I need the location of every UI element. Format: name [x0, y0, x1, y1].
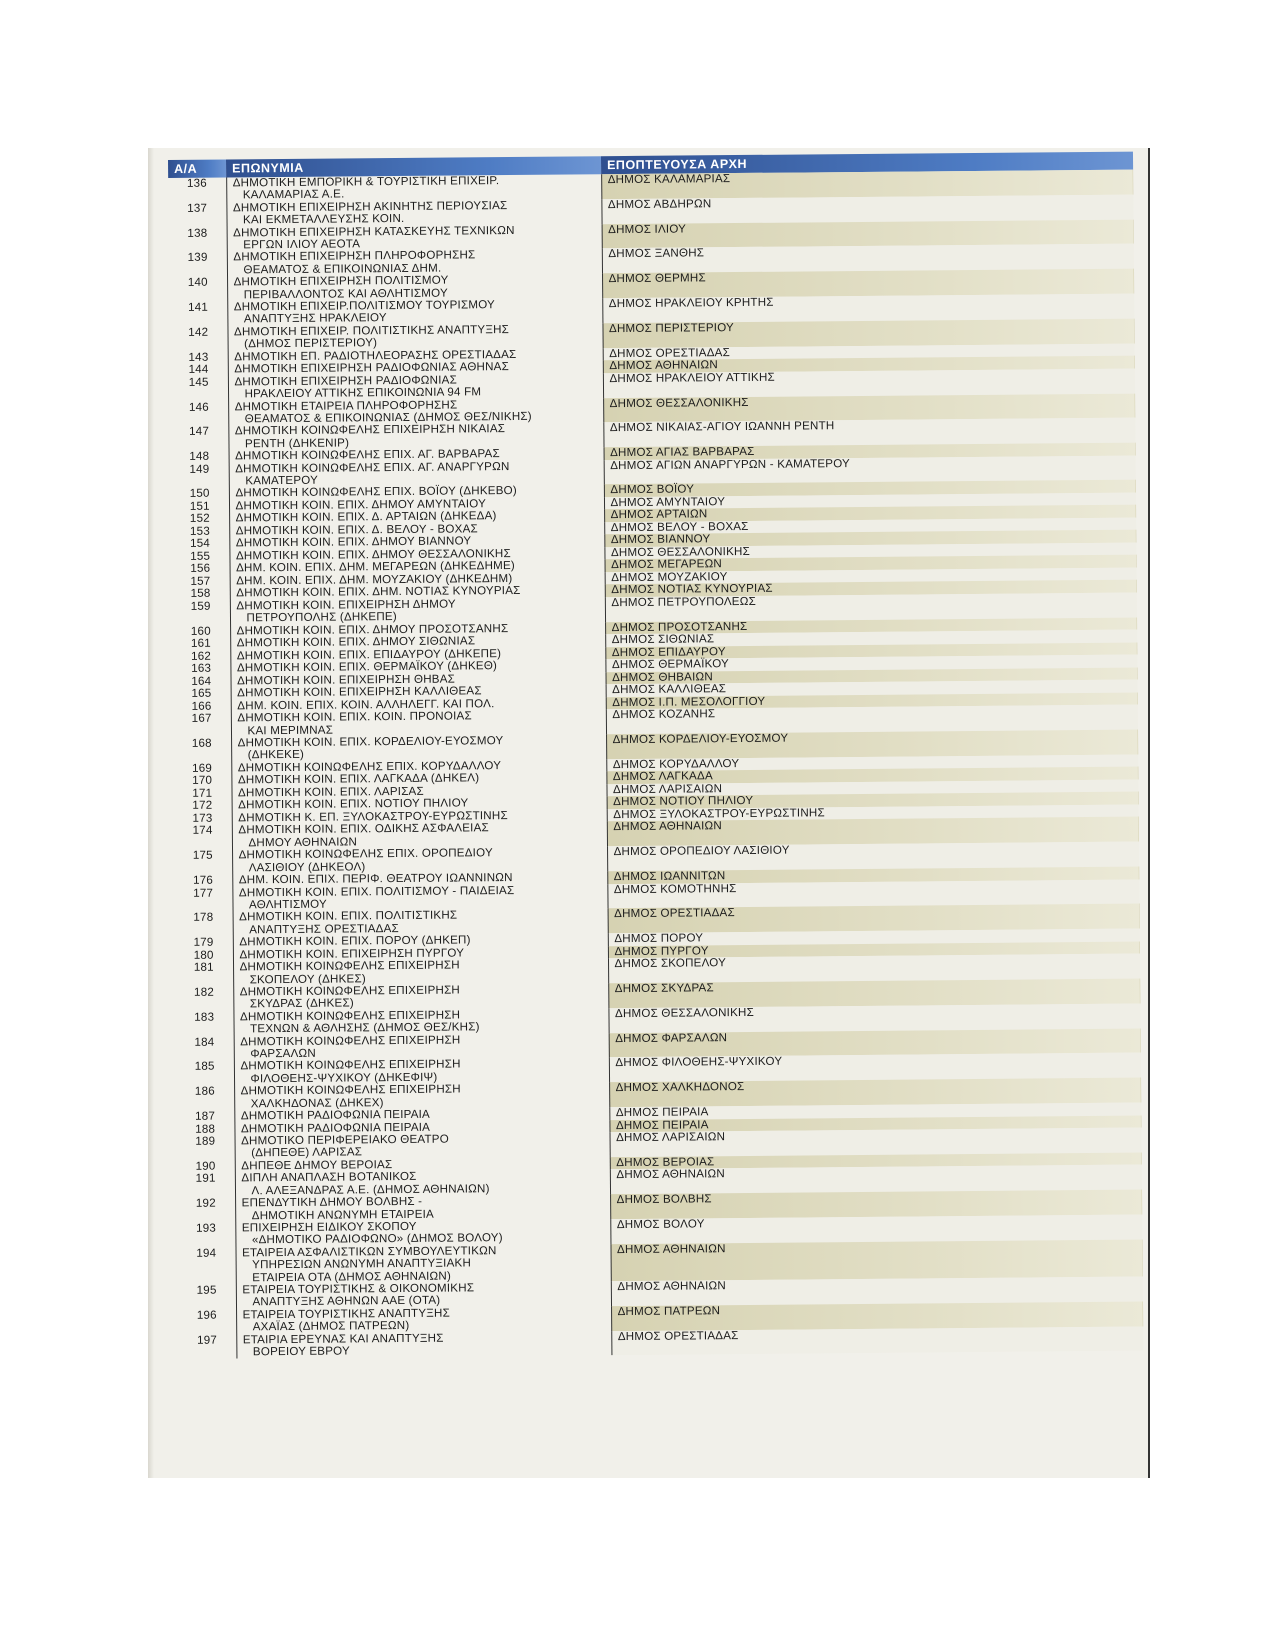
supervising-authority: ΔΗΜΟΣ ΠΕΡΙΣΤΕΡΙΟΥ [602, 318, 1134, 347]
row-number: 176 [192, 873, 214, 887]
entity-name-line: ΔΗΜΟΤΙΚΗ ΕΤΑΙΡΕΙΑ ΠΛΗΡΟΦΟΡΗΣΗΣ [234, 397, 458, 413]
entity-name-line: ΔΗΜΟΤΙΚΟ ΠΕΡΙΦΕΡΕΙΑΚΟ ΘΕΑΤΡΟ [241, 1132, 449, 1148]
entity-name-line: ΔΗΜΟΤΙΚΗ ΚΟΙΝ. ΕΠΙΧ. ΠΟΛΙΤΙΣΜΟΥ - ΠΑΙΔΕΙΑΣ [238, 883, 515, 899]
entity-name-line: ΔΗΜΟΤΙΚΗ ΚΟΙΝΩΦΕΛΗΣ ΕΠΙΧΕΙΡΗΣΗ [239, 983, 461, 999]
entity-name-line: ΔΗΜΟΤΙΚΗ ΑΝΩΝΥΜΗ ΕΤΑΙΡΕΙΑ [251, 1207, 435, 1222]
supervising-authority: ΔΗΜΟΣ ΚΟΖΑΝΗΣ [606, 705, 1138, 734]
row-number: 164 [191, 674, 212, 688]
entity-name-line: ΦΙΛΟΘΕΗΣ-ΨΥΧΙΚΟΥ (ΔΗΚΕΦΙΨ) [250, 1070, 438, 1086]
row-number: 139 [187, 251, 208, 265]
entity-name [229, 460, 604, 488]
row-number: 171 [192, 786, 213, 800]
supervising-authority: ΔΗΜΟΣ ΝΙΚΑΙΑΣ-ΑΓΙΟΥ ΙΩΑΝΝΗ ΡΕΝΤΗ [603, 418, 1135, 447]
entity-name-line: ΔΗΜ. ΚΟΙΝ. ΕΠΙΧ. ΠΕΡΙΦ. ΘΕΑΤΡΟΥ ΙΩΑΝΝΙΝΩΝ [238, 871, 513, 887]
entity-name-line: ΔΗΜΟΤΙΚΗ ΚΟΙΝΩΦΕΛΗΣ ΕΠΙΧΕΙΡΗΣΗ [240, 1082, 461, 1098]
supervising-authority: ΔΗΜΟΣ ΑΘΗΝΑΙΩΝ [611, 1277, 1143, 1306]
supervising-authority: ΔΗΜΟΣ ΑΡΤΑΙΩΝ [604, 505, 1136, 522]
supervising-authority: ΔΗΜΟΣ ΛΑΓΚΑΔΑ [606, 767, 1138, 784]
row-number: 157 [190, 574, 211, 588]
row-number: 151 [189, 499, 210, 513]
row-number: 177 [193, 886, 214, 900]
entity-name [232, 822, 607, 850]
supervising-authority: ΔΗΜΟΣ ΣΚΟΠΕΛΟΥ [608, 954, 1140, 983]
row-number: 197 [197, 1333, 218, 1347]
entity-name [234, 1033, 609, 1061]
entity-name-line: ΥΠΗΡΕΣΙΩΝ ΑΝΩΝΥΜΗ ΑΝΑΠΤΥΞΙΑΚΗ [252, 1256, 472, 1272]
entity-name-line: ΚΑΛΑΜΑΡΙΑΣ Α.Ε. [242, 187, 345, 202]
row-number: 175 [192, 848, 213, 862]
entity-name-line: ΔΗΜΟΤΙΚΗ ΕΠΙΧΕΙΡΗΣΗ ΚΑΤΑΣΚΕΥΗΣ ΤΕΧΝΙΚΩΝ [233, 223, 515, 240]
entity-name-line: ΗΡΑΚΛΕΙΟΥ ΑΤΤΙΚΗΣ ΕΠΙΚΟΙΝΩΝΙΑ 94 FM [244, 385, 482, 401]
row-number: 179 [193, 935, 214, 949]
entity-name-line: ΔΗΜΟΤΙΚΗ ΚΟΙΝΩΦΕΛΗΣ ΕΠΙΧΕΙΡΗΣΗ [239, 1008, 461, 1024]
row-number: 161 [190, 636, 211, 651]
supervising-authority: ΔΗΜΟΣ ΞΑΝΘΗΣ [602, 244, 1134, 273]
entity-name-line: ΣΚΟΠΕΛΟΥ (ΔΗΚΕΣ) [249, 971, 366, 986]
entity-name [228, 423, 603, 451]
row-number: 152 [189, 512, 210, 526]
supervising-authority: ΔΗΜΟΣ ΘΕΡΜΗΣ [602, 269, 1134, 298]
entity-name-line: ΔΗΜΟΤΙΚΗ ΚΟΙΝ. ΕΠΙΧ. ΕΠΙΔΑΥΡΟΥ (ΔΗΚΕΠΕ) [236, 646, 502, 663]
entity-name-line: ΔΗΜΟΤΙΚΗ ΕΠΙΧΕΙΡ. ΠΟΛΙΤΙΣΤΙΚΗΣ ΑΝΑΠΤΥΞΗΣ [233, 322, 510, 339]
entity-name-line: ΧΑΛΚΗΔΟΝΑΣ (ΔΗΚΕΧ) [250, 1095, 384, 1110]
row-number: 173 [192, 811, 213, 825]
entities-table [168, 152, 1143, 1360]
supervising-authority: ΔΗΜΟΣ ΟΡΕΣΤΙΑΔΑΣ [608, 904, 1140, 933]
entity-name-line: ΔΗΜΟΤΙΚΗ ΚΟΙΝ. ΕΠΙΧΕΙΡΗΣΗ ΠΥΡΓΟΥ [239, 946, 465, 962]
entity-name-line: ΔΗΜΟΤΙΚΗ ΚΟΙΝ. ΕΠΙΧ. ΟΔΙΚΗΣ ΑΣΦΑΛΕΙΑΣ [238, 821, 489, 837]
supervising-authority: ΔΗΜΟΣ ΞΥΛΟΚΑΣΤΡΟΥ-ΕΥΡΩΣΤΙΝΗΣ [607, 804, 1139, 821]
row-number: 174 [192, 824, 213, 838]
supervising-authority: ΔΗΜΟΣ ΙΩΑΝΝΙΤΩΝ [607, 867, 1139, 884]
supervising-authority: ΔΗΜΟΣ ΒΕΛΟΥ - ΒΟΧΑΣ [604, 518, 1136, 535]
entity-name-line: ΑΝΑΠΤΥΞΗΣ ΑΘΗΝΩΝ ΑΑΕ (ΟΤΑ) [252, 1294, 441, 1309]
entity-name [233, 983, 608, 1011]
supervising-authority: ΔΗΜΟΣ ΑΓΙΑΣ ΒΑΡΒΑΡΑΣ [604, 443, 1136, 460]
entity-name-line: ΔΗΜΟΤΙΚΗ ΕΠΙΧΕΙΡΗΣΗ ΑΚΙΝΗΤΗΣ ΠΕΡΙΟΥΣΙΑΣ [232, 198, 508, 215]
row-number: 146 [188, 400, 209, 414]
entity-name-line: ΔΗΜΟΤΙΚΗ ΚΟΙΝΩΦΕΛΗΣ ΕΠΙΧΕΙΡΗΣΗ [240, 1057, 461, 1073]
entity-name [227, 224, 602, 252]
supervising-authority: ΔΗΜΟΣ ΠΡΟΣΟΤΣΑΝΗΣ [605, 617, 1137, 634]
row-number: 136 [186, 176, 207, 190]
entity-name-line: ΔΙΠΛΗ ΑΝΑΠΛΑΣΗ ΒΟΤΑΝΙΚΟΣ [241, 1170, 417, 1185]
supervising-authority: ΔΗΜΟΣ ΑΘΗΝΑΙΩΝ [607, 817, 1139, 846]
entity-name-line: (ΔΗΠΕΘΕ) ΛΑΡΙΣΑΣ [251, 1145, 363, 1160]
entity-name-line: ΔΗΜΟΤΙΚΗ ΕΠΙΧΕΙΡ.ΠΟΛΙΤΙΣΜΟΥ ΤΟΥΡΙΣΜΟΥ [233, 298, 496, 314]
entity-name-line: ΔΗΜΟΤΙΚΗ ΚΟΙΝ. ΕΠΙΧ. ΠΟΡΟΥ (ΔΗΚΕΠ) [239, 933, 471, 949]
entity-name [226, 174, 601, 202]
table-body [168, 170, 1143, 1360]
supervising-authority: ΔΗΜΟΣ ΑΘΗΝΑΙΩΝ [610, 1239, 1142, 1281]
entity-name-line: ΔΗΜΟΤΙΚΗ ΚΟΙΝΩΦΕΛΗΣ ΕΠΙΧ. ΒΟΪΟΥ (ΔΗΚΕΒΟ) [235, 484, 517, 500]
entity-name-line: ΑΘΛΗΤΙΣΜΟΥ [248, 897, 327, 912]
entity-name-line: ΔΗΜΟΤΙΚΗ ΚΟΙΝ. ΕΠΙΧ. Δ. ΒΕΛΟΥ - ΒΟΧΑΣ [235, 522, 478, 538]
row-number: 187 [195, 1109, 216, 1123]
entity-name-line: ΔΗΜΟΤΙΚΗ ΚΟΙΝΩΦΕΛΗΣ ΕΠΙΧ. ΚΟΡΥΔΑΛΛΟΥ [237, 758, 502, 775]
supervising-authority: ΔΗΜΟΣ ΚΑΛΛΙΘΕΑΣ [606, 680, 1138, 697]
row-number: 186 [194, 1084, 215, 1098]
entity-name-line: ΘΕΑΜΑΤΟΣ & ΕΠΙΚΟΙΝΩΝΙΑΣ (ΔΗΜΟΣ ΘΕΣ/ΝΙΚΗΣ) [244, 409, 532, 426]
entity-name-line: ΔΗΜΟΤΙΚΗ ΡΑΔΙΟΦΩΝΙΑ ΠΕΙΡΑΙΑ [240, 1120, 431, 1135]
row-number: 163 [191, 661, 212, 676]
entity-name-line: ΕΤΑΙΡΕΙΑ ΤΟΥΡΙΣΤΙΚΗΣ & ΟΙΚΟΝΟΜΙΚΗΣ [242, 1281, 475, 1297]
entity-name-line: ΛΑΣΙΘΙΟΥ (ΔΗΚΕΟΛ) [248, 859, 366, 874]
entity-name-line: ΕΤΑΙΡΕΙΑ ΟΤΑ (ΔΗΜΟΣ ΑΘΗΝΑΙΩΝ) [252, 1269, 452, 1284]
supervising-authority: ΔΗΜΟΣ ΠΟΡΟΥ [608, 929, 1140, 946]
entity-name-line: ΔΗΜΟΤΙΚΗ Κ. ΕΠ. ΞΥΛΟΚΑΣΤΡΟΥ-ΕΥΡΩΣΤΙΝΗΣ [238, 808, 508, 825]
entity-name-line: ΔΗΜΟΤΙΚΗ ΕΠ. ΡΑΔΙΟΤΗΛΕΟΡΑΣΗΣ ΟΡΕΣΤΙΑΔΑΣ [234, 347, 517, 364]
entity-name-line: ΔΗΜ. ΚΟΙΝ. ΕΠΙΧ. ΚΟΙΝ. ΑΛΛΗΛΕΓΓ. ΚΑΙ ΠΟΛ. [237, 696, 495, 713]
entity-name [227, 273, 602, 301]
row-number: 162 [191, 649, 212, 663]
entity-name [233, 1008, 608, 1036]
supervising-authority: ΔΗΜΟΣ ΣΚΥΔΡΑΣ [608, 978, 1140, 1007]
entity-name-line: ΔΗΜΟΤΙΚΗ ΚΟΙΝΩΦΕΛΗΣ ΕΠΙΧΕΙΡΗΣΗ [240, 1033, 461, 1048]
entity-name [226, 199, 601, 227]
entity-name-line: ΔΗΜΟΥ ΑΘΗΝΑΙΩΝ [248, 835, 358, 850]
supervising-authority: ΔΗΜΟΣ ΒΟΛΒΗΣ [610, 1190, 1142, 1219]
row-number: 154 [190, 537, 211, 551]
supervising-authority: ΔΗΜΟΣ ΠΕΙΡΑΙΑ [609, 1103, 1141, 1120]
entity-name [234, 1082, 609, 1110]
supervising-authority: ΔΗΜΟΣ ΟΡΟΠΕΔΙΟΥ ΛΑΣΙΘΙΟΥ [607, 842, 1139, 871]
entity-name-line: ΣΚΥΔΡΑΣ (ΔΗΚΕΣ) [249, 996, 354, 1011]
header-name: ΕΠΩΝΥΜΙΑ [226, 156, 601, 177]
entity-name-line: ΔΗΜΟΤΙΚΗ ΕΠΙΧΕΙΡΗΣΗ ΡΑΔΙΟΦΩΝΙΑΣ [234, 373, 458, 389]
page-edge-shadow [148, 148, 154, 1478]
row-number: 178 [193, 910, 214, 925]
row-number: 170 [192, 774, 213, 788]
entity-name-line: ΕΠΕΝΔΥΤΙΚΗ ΔΗΜΟΥ ΒΟΛΒΗΣ - [241, 1194, 423, 1210]
entity-name-line: ΔΗΜ. ΚΟΙΝ. ΕΠΙΧ. ΔΗΜ. ΜΟΥΖΑΚΙΟΥ (ΔΗΚΕΔΗΜ) [236, 571, 513, 588]
supervising-authority: ΔΗΜΟΣ ΛΑΡΙΣΑΙΩΝ [606, 779, 1138, 796]
entity-name-line: ΔΗΜΟΤΙΚΗ ΚΟΙΝ. ΕΠΙΧ. ΔΗΜΟΥ ΣΙΘΩΝΙΑΣ [236, 634, 476, 650]
row-number: 138 [187, 226, 208, 240]
entity-name [228, 398, 603, 426]
supervising-authority: ΔΗΜΟΣ ΘΗΒΑΙΩΝ [605, 667, 1137, 684]
entity-name-line: ΔΗΜΟΤΙΚΗ ΚΟΙΝ. ΕΠΙΧ. ΚΟΡΔΕΛΙΟΥ-ΕΥΟΣΜΟΥ [237, 734, 504, 750]
entity-name-line: ΔΗΜΟΤΙΚΗ ΚΟΙΝ. ΕΠΙΧ. ΛΑΡΙΣΑΣ [237, 784, 424, 800]
entity-name-line: ΔΗΜΟΤΙΚΗ ΚΟΙΝΩΦΕΛΗΣ ΕΠΙΧΕΙΡΗΣΗ ΝΙΚΑΙΑΣ [234, 422, 506, 438]
row-number: 137 [187, 201, 208, 215]
supervising-authority: ΔΗΜΟΣ ΠΑΤΡΕΩΝ [611, 1301, 1143, 1330]
row-number: 149 [189, 462, 210, 476]
entity-name-line: ΔΗΜΟΤΙΚΗ ΚΟΙΝΩΦΕΛΗΣ ΕΠΙΧ. ΟΡΟΠΕΔΙΟΥ [238, 846, 493, 862]
supervising-authority: ΔΗΜΟΣ ΒΙΑΝΝΟΥ [604, 530, 1136, 547]
entity-name [230, 597, 605, 625]
supervising-authority: ΔΗΜΟΣ ΛΑΡΙΣΑΙΩΝ [610, 1128, 1142, 1157]
entity-name-line: ΚΑΜΑΤΕΡΟΥ [245, 473, 319, 488]
entity-name [231, 709, 606, 737]
supervising-authority: ΔΗΜΟΣ ΚΟΡΥΔΑΛΛΟΥ [606, 754, 1138, 771]
entity-name-line: ΔΗΜΟΤΙΚΗ ΚΟΙΝΩΦΕΛΗΣ ΕΠΙΧ. ΑΓ. ΑΝΑΡΓΥΡΩΝ [235, 459, 510, 476]
row-number: 143 [188, 350, 209, 364]
entity-name-line: ΔΗΜΟΤΙΚΗ ΚΟΙΝ. ΕΠΙΧ. ΔΗΜΟΥ ΘΕΣΣΑΛΟΝΙΚΗΣ [235, 546, 511, 563]
row-number: 145 [188, 375, 209, 389]
row-number: 141 [187, 300, 209, 314]
entity-name [228, 373, 603, 401]
row-number: 142 [188, 325, 209, 339]
entity-name-line: ΦΑΡΣΑΛΩΝ [250, 1046, 317, 1061]
supervising-authority: ΔΗΜΟΣ ΟΡΕΣΤΙΑΔΑΣ [611, 1326, 1143, 1355]
row-number: 185 [194, 1060, 215, 1074]
supervising-authority: ΔΗΜΟΣ ΜΟΥΖΑΚΙΟΥ [605, 568, 1137, 585]
entity-name-line: ΚΑΙ ΜΕΡΙΜΝΑΣ [247, 723, 334, 737]
row-number: 167 [191, 711, 212, 726]
row-number: 159 [190, 599, 211, 613]
entity-name-line: ΕΠΙΧΕΙΡΗΣΗ ΕΙΔΙΚΟΥ ΣΚΟΠΟΥ [241, 1219, 417, 1235]
entity-name-line: (ΔΗΜΟΣ ΠΕΡΙΣΤΕΡΙΟΥ) [244, 336, 378, 351]
row-number: 150 [189, 487, 210, 501]
entity-name [235, 1194, 610, 1222]
supervising-authority: ΔΗΜΟΣ ΧΑΛΚΗΔΟΝΟΣ [609, 1078, 1141, 1107]
entity-name [234, 1058, 609, 1086]
entity-name-line: ΔΗΜΟΤΙΚΗ ΕΠΙΧΕΙΡΗΣΗ ΠΟΛΙΤΙΣΜΟΥ [233, 273, 449, 289]
row-number: 184 [194, 1035, 215, 1049]
entity-name [236, 1306, 611, 1334]
row-number: 192 [195, 1196, 216, 1210]
entity-name [233, 909, 608, 937]
entity-name-line: ΔΗΜΟΤΙΚΗ ΚΟΙΝ. ΕΠΙΧ. ΔΗΜΟΥ ΒΙΑΝΝΟΥ [235, 534, 472, 550]
row-number: 169 [192, 761, 213, 775]
entity-name-line: ΔΗΜΟΤΙΚΗ ΚΟΙΝ. ΕΠΙΧ. ΝΟΤΙΟΥ ΠΗΛΙΟΥ [238, 796, 469, 812]
entity-name-line: ΑΝΑΠΤΥΞΗΣ ΟΡΕΣΤΙΑΔΑΣ [249, 921, 399, 937]
entity-name-line: ΔΗΜΟΤΙΚΗ ΚΟΙΝ. ΕΠΙΧ. ΔΗΜΟΥ ΠΡΟΣΟΤΣΑΝΗΣ [236, 621, 509, 638]
supervising-authority: ΔΗΜΟΣ ΘΕΡΜΑΪΚΟΥ [605, 655, 1137, 672]
entity-name [235, 1244, 610, 1284]
entity-name-line: ΔΗΜΟΤΙΚΗ ΚΟΙΝ. ΕΠΙΧ. ΠΟΛΙΤΙΣΤΙΚΗΣ [239, 908, 458, 924]
entity-name-line: ΔΗΜΟΤΙΚΗ ΡΑΔΙΟΦΩΝΙΑ ΠΕΙΡΑΙΑ [240, 1107, 431, 1123]
entity-name-line: ΠΕΡΙΒΑΛΛΟΝΤΟΣ ΚΑΙ ΑΘΛΗΤΙΣΜΟΥ [243, 286, 448, 302]
row-number: 160 [190, 624, 211, 638]
header-authority: ΕΠΟΠΤΕΥΟΥΣΑ ΑΡΧΗ [601, 152, 1133, 175]
row-number: 166 [191, 699, 212, 713]
supervising-authority: ΔΗΜΟΣ ΘΕΣΣΑΛΟΝΙΚΗΣ [608, 1003, 1140, 1032]
supervising-authority: ΔΗΜΟΣ Ι.Π. ΜΕΣΟΛΟΓΓΙΟΥ [606, 692, 1138, 709]
supervising-authority: ΔΗΜΟΣ ΒΕΡΟΙΑΣ [610, 1152, 1142, 1169]
entity-name-line: (ΔΗΚΕΚΕ) [247, 748, 305, 762]
supervising-authority: ΔΗΜΟΣ ΑΜΥΝΤΑΙΟΥ [604, 493, 1136, 510]
row-number: 172 [192, 799, 213, 813]
supervising-authority: ΔΗΜΟΣ ΝΟΤΙΑΣ ΚΥΝΟΥΡΙΑΣ [605, 580, 1137, 597]
entity-name-line: ΘΕΑΜΑΤΟΣ & ΕΠΙΚΟΙΝΩΝΙΑΣ ΔΗΜ. [243, 261, 442, 277]
row-number: 140 [187, 275, 208, 290]
supervising-authority: ΔΗΜΟΣ ΣΙΘΩΝΙΑΣ [605, 630, 1137, 647]
entity-name [236, 1331, 611, 1359]
row-number: 181 [193, 960, 214, 974]
entity-name-line: ΔΗΜΟΤΙΚΗ ΚΟΙΝΩΦΕΛΗΣ ΕΠΙΧΕΙΡΗΣΗ [239, 958, 460, 974]
entity-name-line: ΔΗΜΟΤΙΚΗ ΚΟΙΝ. ΕΠΙΧΕΙΡΗΣΗ ΘΗΒΑΣ [236, 672, 456, 688]
entity-name-line: Λ. ΑΛΕΞΑΝΔΡΑΣ Α.Ε. (ΔΗΜΟΣ ΑΘΗΝΑΙΩΝ) [251, 1181, 490, 1198]
row-number: 183 [194, 1010, 215, 1024]
entity-name-line: ΔΗΜΟΤΙΚΗ ΚΟΙΝ. ΕΠΙΧ. Δ. ΑΡΤΑΙΩΝ (ΔΗΚΕΔΑ) [235, 509, 497, 525]
entity-name-line: ΑΝΑΠΤΥΞΗΣ ΗΡΑΚΛΕΙΟΥ [243, 311, 387, 326]
entity-name-line: ΕΤΑΙΡΕΙΑ ΤΟΥΡΙΣΤΙΚΗΣ ΑΝΑΠΤΥΞΗΣ [242, 1306, 450, 1322]
row-number: 168 [191, 736, 212, 750]
row-number: 193 [196, 1221, 217, 1235]
supervising-authority: ΔΗΜΟΣ ΦΑΡΣΑΛΩΝ [609, 1028, 1141, 1057]
entity-name-line: ΠΕΤΡΟΥΠΟΛΗΣ (ΔΗΚΕΠΕ) [246, 610, 397, 625]
entity-name [232, 884, 607, 912]
row-number: 191 [195, 1171, 216, 1186]
supervising-authority: ΔΗΜΟΣ ΑΒΔΗΡΩΝ [601, 194, 1133, 223]
row-number: 190 [195, 1159, 216, 1173]
supervising-authority: ΔΗΜΟΣ ΦΙΛΟΘΕΗΣ-ΨΥΧΙΚΟΥ [609, 1053, 1141, 1082]
entity-name-line: ΔΗΜΟΤΙΚΗ ΚΟΙΝ. ΕΠΙΧ. ΔΗΜ. ΝΟΤΙΑΣ ΚΥΝΟΥΡΙΑΣ [236, 584, 521, 600]
row-number: 158 [190, 587, 211, 601]
supervising-authority: ΔΗΜΟΣ ΟΡΕΣΤΙΑΔΑΣ [603, 343, 1135, 360]
entity-name [236, 1281, 611, 1309]
row-number: 182 [193, 985, 215, 999]
entity-name-line: ΒΟΡΕΙΟΥ ΕΒΡΟΥ [252, 1344, 350, 1359]
entity-name-line: ΕΡΓΩΝ ΙΛΙΟΥ ΑΕΟΤΑ [243, 237, 361, 252]
row-number: 196 [196, 1308, 217, 1322]
entity-name-line: ΔΗΜΟΤΙΚΗ ΚΟΙΝ. ΕΠΙΧ. ΘΕΡΜΑΪΚΟΥ (ΔΗΚΕΘ) [236, 659, 498, 675]
right-border-rule [1148, 148, 1150, 1478]
supervising-authority: ΔΗΜΟΣ ΑΘΗΝΑΙΩΝ [603, 356, 1135, 373]
entity-name [227, 298, 602, 326]
entity-name-line: ΡΕΝΤΗ (ΔΗΚΕΝΙΡ) [244, 436, 350, 451]
row-number: 148 [189, 449, 210, 463]
entity-name-line: ΔΗΜ. ΚΟΙΝ. ΕΠΙΧ. ΔΗΜ. ΜΕΓΑΡΕΩΝ (ΔΗΚΕΔΗΜΕ) [236, 559, 516, 575]
entity-name-line: ΑΧΑΪΑΣ (ΔΗΜΟΣ ΠΑΤΡΕΩΝ) [252, 1319, 410, 1334]
entity-name-line: ΔΗΜΟΤΙΚΗ ΕΠΙΧΕΙΡΗΣΗ ΠΛΗΡΟΦΟΡΗΣΗΣ [233, 248, 476, 264]
entity-name [227, 249, 602, 277]
row-number: 180 [193, 948, 214, 962]
entity-name [227, 323, 602, 351]
supervising-authority: ΔΗΜΟΣ ΠΥΡΓΟΥ [608, 941, 1140, 958]
supervising-authority: ΔΗΜΟΣ ΘΕΣΣΑΛΟΝΙΚΗΣ [603, 393, 1135, 422]
row-number: 144 [188, 362, 209, 377]
row-number: 165 [191, 686, 212, 701]
entity-name-line: ΔΗΜΟΤΙΚΗ ΕΜΠΟΡΙΚΗ & ΤΟΥΡΙΣΤΙΚΗ ΕΠΙΧΕΙΡ. [232, 174, 500, 190]
supervising-authority: ΔΗΜΟΣ ΚΟΜΟΤΗΝΗΣ [607, 879, 1139, 908]
entity-name [231, 734, 606, 762]
supervising-authority: ΔΗΜΟΣ ΒΟΪΟΥ [604, 480, 1136, 497]
entity-name-line: ΚΑΙ ΕΚΜΕΤΑΛΛΕΥΣΗΣ ΚΟΙΝ. [242, 212, 405, 227]
row-number: 194 [196, 1246, 217, 1260]
row-number: 155 [190, 549, 211, 563]
entity-name-line: ΔΗΠΕΘΕ ΔΗΜΟΥ ΒΕΡΟΙΑΣ [241, 1157, 393, 1173]
entity-name [235, 1169, 610, 1197]
entity-name-line: ΔΗΜΟΤΙΚΗ ΚΟΙΝ. ΕΠΙΧ. ΔΗΜΟΥ ΑΜΥΝΤΑΙΟΥ [235, 497, 487, 513]
entity-name [232, 846, 607, 874]
entity-name [235, 1219, 610, 1247]
row-number: 189 [195, 1134, 216, 1148]
supervising-authority: ΔΗΜΟΣ ΘΕΣΣΑΛΟΝΙΚΗΣ [604, 543, 1136, 560]
supervising-authority: ΔΗΜΟΣ ΕΠΙΔΑΥΡΟΥ [605, 642, 1137, 659]
row-number: 188 [195, 1122, 216, 1136]
supervising-authority: ΔΗΜΟΣ ΒΟΛΟΥ [610, 1214, 1142, 1243]
entity-name [233, 958, 608, 986]
entity-name-line: ΔΗΜΟΤΙΚΗ ΚΟΙΝΩΦΕΛΗΣ ΕΠΙΧ. ΑΓ. ΒΑΡΒΑΡΑΣ [235, 447, 500, 463]
header-number: Α/Α [168, 159, 226, 178]
supervising-authority: ΔΗΜΟΣ ΜΕΓΑΡΕΩΝ [605, 555, 1137, 572]
entity-name-line: ΕΤΑΙΡΕΙΑ ΑΣΦΑΛΙΣΤΙΚΩΝ ΣΥΜΒΟΥΛΕΥΤΙΚΩΝ [241, 1243, 497, 1260]
supervising-authority: ΔΗΜΟΣ ΗΡΑΚΛΕΙΟΥ ΚΡΗΤΗΣ [602, 294, 1134, 323]
supervising-authority: ΔΗΜΟΣ ΑΓΙΩΝ ΑΝΑΡΓΥΡΩΝ - ΚΑΜΑΤΕΡΟΥ [604, 455, 1136, 484]
supervising-authority: ΔΗΜΟΣ ΑΘΗΝΑΙΩΝ [610, 1165, 1142, 1194]
entity-name-line: «ΔΗΜΟΤΙΚΟ ΡΑΔΙΟΦΩΝΟ» (ΔΗΜΟΣ ΒΟΛΟΥ) [251, 1231, 503, 1247]
entity-name-line: ΔΗΜΟΤΙΚΗ ΚΟΙΝ. ΕΠΙΧ. ΛΑΓΚΑΔΑ (ΔΗΚΕΛ) [237, 771, 480, 787]
row-number: 153 [189, 524, 211, 538]
supervising-authority: ΔΗΜΟΣ ΚΑΛΑΜΑΡΙΑΣ [601, 170, 1133, 199]
entity-name-line: ΔΗΜΟΤΙΚΗ ΕΠΙΧΕΙΡΗΣΗ ΡΑΔΙΟΦΩΝΙΑΣ ΑΘΗΝΑΣ [234, 360, 510, 376]
supervising-authority: ΔΗΜΟΣ ΙΛΙΟΥ [602, 219, 1134, 248]
entity-name-line: ΔΗΜΟΤΙΚΗ ΚΟΙΝ. ΕΠΙΧ. ΚΟΙΝ. ΠΡΟΝΟΙΑΣ [237, 709, 472, 725]
entity-name-line: ΤΕΧΝΩΝ & ΑΘΛΗΣΗΣ (ΔΗΜΟΣ ΘΕΣ/ΚΗΣ) [250, 1020, 480, 1036]
supervising-authority: ΔΗΜΟΣ ΠΕΙΡΑΙΑ [609, 1115, 1141, 1132]
row-number: 147 [189, 424, 210, 439]
row-number: 156 [190, 562, 211, 576]
entity-name-line: ΕΤΑΙΡΙΑ ΕΡΕΥΝΑΣ ΚΑΙ ΑΝΑΠΤΥΞΗΣ [242, 1331, 444, 1346]
supervising-authority: ΔΗΜΟΣ ΗΡΑΚΛΕΙΟΥ ΑΤΤΙΚΗΣ [603, 368, 1135, 397]
entity-name-line: ΔΗΜΟΤΙΚΗ ΚΟΙΝ. ΕΠΙΧΕΙΡΗΣΗ ΔΗΜΟΥ [236, 597, 456, 613]
supervising-authority: ΔΗΜΟΣ ΝΟΤΙΟΥ ΠΗΛΙΟΥ [607, 792, 1139, 809]
supervising-authority: ΔΗΜΟΣ ΠΕΤΡΟΥΠΟΛΕΩΣ [605, 592, 1137, 621]
row-number: 195 [196, 1283, 217, 1297]
supervising-authority: ΔΗΜΟΣ ΚΟΡΔΕΛΙΟΥ-ΕΥΟΣΜΟΥ [606, 730, 1138, 759]
entity-name [235, 1132, 610, 1160]
entity-name-line: ΔΗΜΟΤΙΚΗ ΚΟΙΝ. ΕΠΙΧΕΙΡΗΣΗ ΚΑΛΛΙΘΕΑΣ [237, 684, 482, 700]
